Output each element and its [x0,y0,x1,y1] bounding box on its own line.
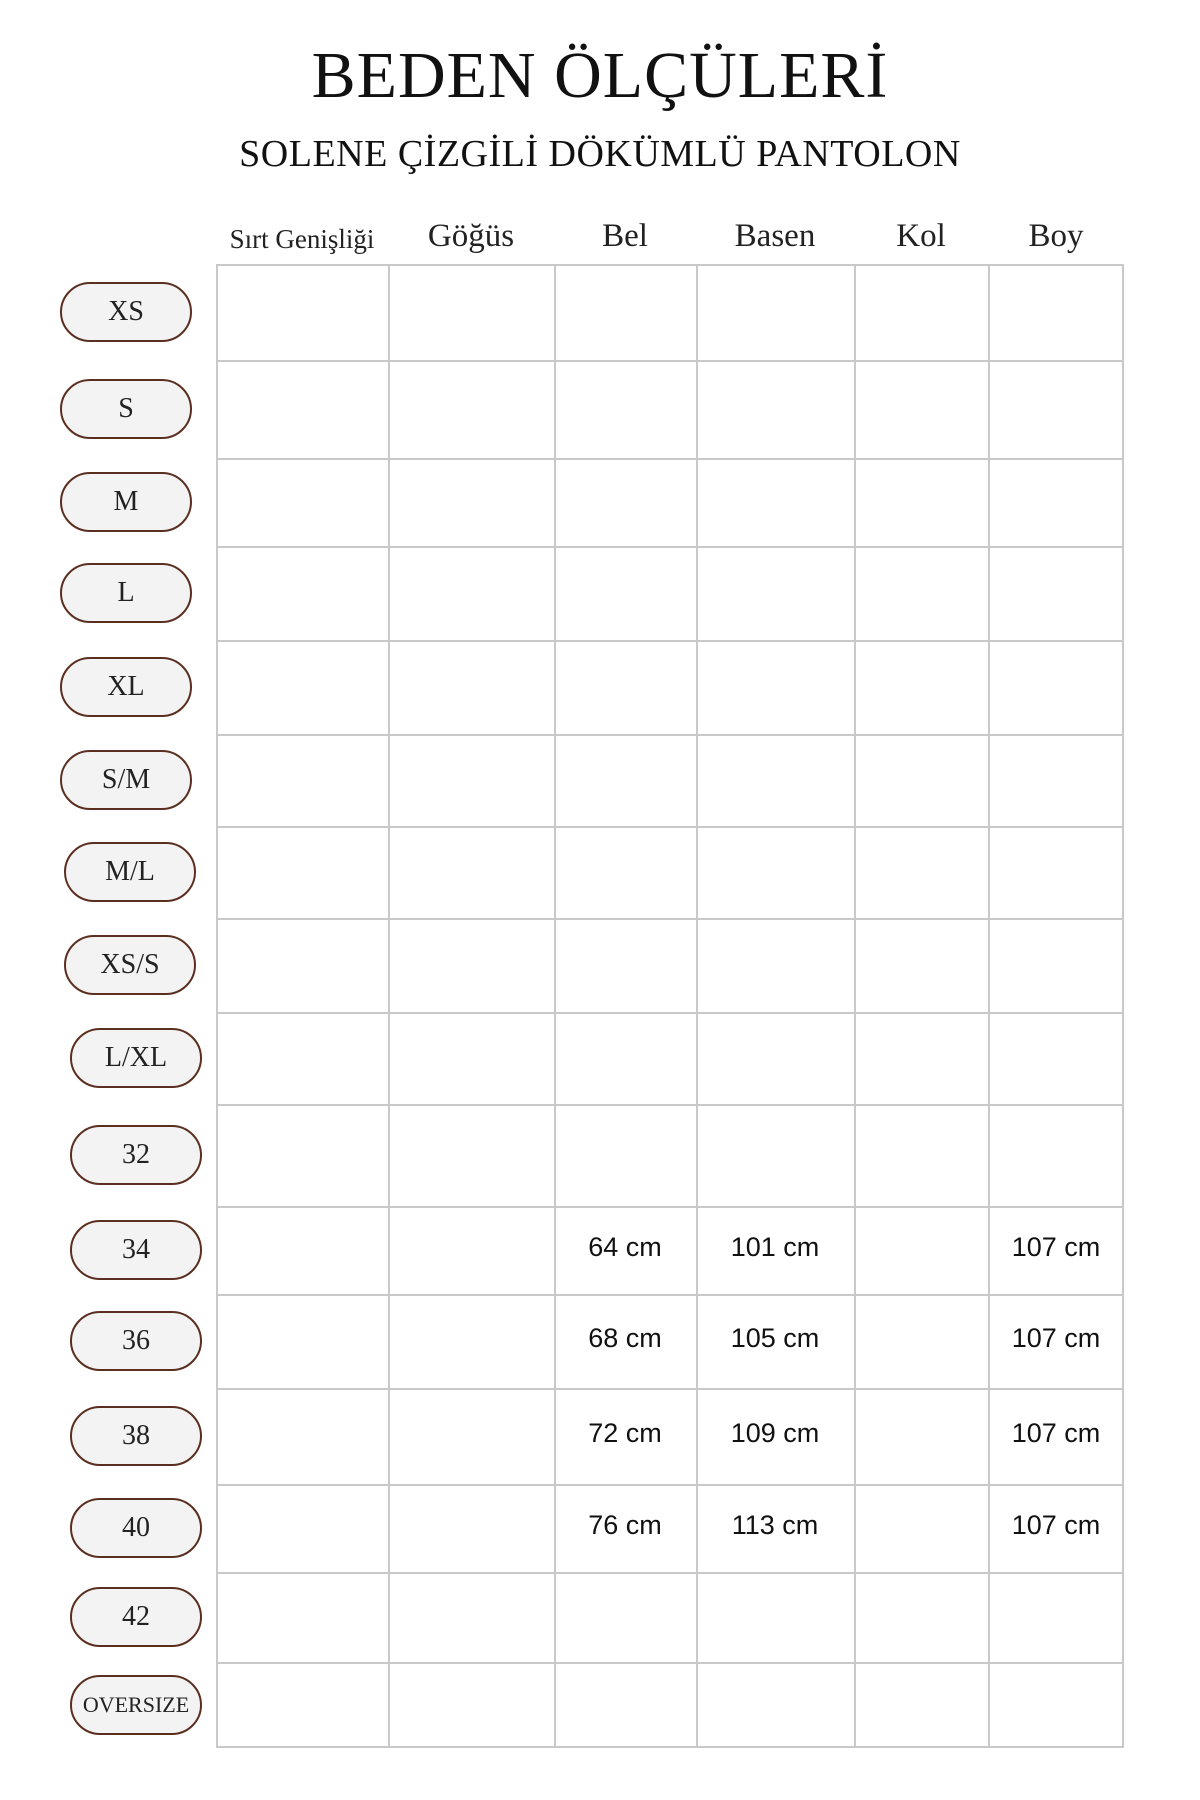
row-divider [216,360,1124,362]
cell-bel-40: 76 cm [588,1510,662,1540]
row-divider [216,1206,1124,1208]
row-divider [216,1294,1124,1296]
cell-boy-34: 107 cm [1011,1232,1101,1262]
row-divider [216,826,1124,828]
row-divider [216,918,1124,920]
product-subtitle: SOLENE ÇİZGİLİ DÖKÜMLÜ PANTOLON [239,133,961,175]
size-label-36: 36 [70,1311,202,1371]
size-label-xs: XS [60,282,192,342]
size-label-34: 34 [70,1220,202,1280]
cell-boy-40: 107 cm [1011,1510,1101,1540]
row-divider [216,1572,1124,1574]
row-divider [216,1746,1124,1748]
size-label-32: 32 [70,1125,202,1185]
cell-basen-36: 105 cm [730,1323,820,1353]
cell-bel-34: 64 cm [588,1232,662,1262]
row-divider [216,734,1124,736]
cell-basen-38: 109 cm [730,1418,820,1448]
column-header-kol: Kol [896,218,946,254]
row-divider [216,458,1124,460]
column-header-basen: Basen [734,218,816,254]
column-header-bel: Bel [602,218,648,254]
column-header-boy: Boy [1028,218,1084,254]
row-divider [216,546,1124,548]
row-divider [216,1104,1124,1106]
column-divider [854,264,856,1748]
cell-bel-36: 68 cm [588,1323,662,1353]
size-label-oversize: OVERSIZE [70,1675,202,1735]
row-divider [216,1484,1124,1486]
cell-basen-34: 101 cm [730,1232,820,1262]
size-label-m: M [60,472,192,532]
cell-basen-40: 113 cm [731,1510,819,1540]
size-label-xs-s: XS/S [64,935,196,995]
size-label-m-l: M/L [64,842,196,902]
size-label-42: 42 [70,1587,202,1647]
row-divider [216,640,1124,642]
cell-boy-38: 107 cm [1011,1418,1101,1448]
size-label-38: 38 [70,1406,202,1466]
column-header-sirt: Sırt Genişliği [229,224,375,254]
row-divider [216,1388,1124,1390]
size-label-l: L [60,563,192,623]
row-divider [216,1012,1124,1014]
column-header-gogus: Göğüs [427,218,515,254]
cell-bel-38: 72 cm [588,1418,662,1448]
column-divider [216,264,218,1748]
cell-boy-36: 107 cm [1011,1323,1101,1353]
size-label-s: S [60,379,192,439]
row-divider [216,264,1124,266]
size-label-40: 40 [70,1498,202,1558]
size-label-l-xl: L/XL [70,1028,202,1088]
size-label-s-m: S/M [60,750,192,810]
page-title: BEDEN ÖLÇÜLERİ [311,39,889,112]
size-label-xl: XL [60,657,192,717]
row-divider [216,1662,1124,1664]
column-divider [388,264,390,1748]
